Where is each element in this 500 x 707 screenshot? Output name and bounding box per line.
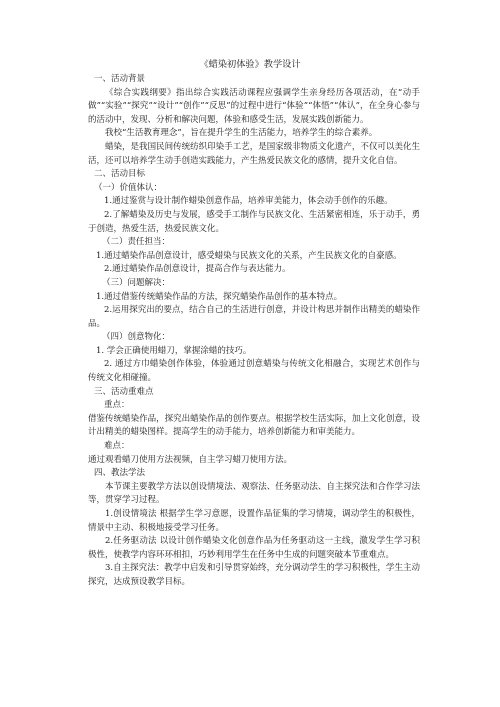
difficulty-text: 通过观看蜡刀使用方法视频，自主学习蜡刀使用方法。 [88, 454, 293, 465]
section-heading-objectives: 二、活动目标 [94, 169, 146, 180]
document-title: 《蜡染初体验》教学设计 [199, 59, 301, 70]
list-item: 2. 通过方巾蜡染创作体验，体验通过创意蜡染与传统文化相融合，实现艺术创作与传统文化相碰撞。 [88, 359, 420, 384]
key-point-text: 借鉴传统蜡染作品，探究出蜡染作品的创作要点。根据学校生活实际，加上文化创意，设计出精美的蜡染图样。提高学生的动手能力，培养创新能力和审美能力。 [88, 413, 420, 438]
difficulty-label: 难点： [104, 441, 130, 452]
subsection-heading: （四）创意物化： [102, 332, 171, 343]
paragraph: 我校“生活教育理念”，旨在提升学生的生活能力，培养学生的综合素养。 [105, 128, 378, 139]
key-point-label: 重点： [104, 400, 130, 411]
paragraph: 本节课主要教学方法以创设情境法、观察法、任务驱动法、自主探究法和合作学习法等，贯穿学习过程。 [88, 481, 420, 506]
subsection-heading: （三）问题解决： [102, 277, 171, 288]
list-item: 2.通过蜡染作品创意设计，提高合作与表达能力。 [104, 264, 291, 275]
paragraph: 3.自主探究法：教学中启发和引导贯穿始终，充分调动学生的学习积极性，学生主动探究，达成预设教学目标。 [88, 563, 420, 587]
section-heading-key-points: 三、活动重难点 [94, 386, 154, 397]
list-item: 1.通过鉴赏与设计制作蜡染创意作品，培养审美能力，体会动手创作的乐趣。 [104, 196, 393, 207]
paragraph: 《综合实践纲要》指出综合实践活动课程应强调学生亲身经历各项活动，在“动手做”“实验”“探究”“设计”“创作”“反思”的过程中进行“体验”“体悟”“体认”，在全身心参与的活动中，发现、分析和解决问题，体验和感受生活，发展实践创新能力。 [88, 87, 420, 125]
section-heading-methods: 四、教法学法 [94, 468, 146, 479]
list-item: 2.了解蜡染及历史与发展，感受手工制作与民族文化、生活紧密相连，乐于动手，勇于创造，热爱生活，热爱民族文化。 [88, 209, 420, 234]
list-item: 1. 学会正确使用蜡刀，掌握涂蜡的技巧。 [96, 345, 252, 356]
subsection-heading: （一）价值体认： [94, 182, 163, 193]
list-item: 2.运用探究出的要点，结合自己的生活进行创意，并设计构思并制作出精美的蜡染作品。 [88, 305, 420, 329]
document-body [88, 73, 420, 590]
list-item: 1.通过借鉴传统蜡染作品的方法，探究蜡染作品创作的基本特点。 [96, 291, 343, 302]
section-heading-background: 一、活动背景 [94, 74, 146, 84]
list-item: 1.通过蜡染作品创意设计，感受蜡染与民族文化的关系，产生民族文化的自豪感。 [96, 250, 402, 261]
subsection-heading: （二）责任担当： [102, 237, 171, 248]
paragraph: 蜡染，是我国民间传统纺织印染手工艺，是国家级非物质文化遗产，不仅可以美化生活，还可以培养学生动手创造实践能力，产生热爱民族文化的感情，提升文化自信。 [88, 141, 420, 166]
paragraph: 2.任务驱动法 以设计创作蜡染文化创意作品为任务驱动这一主线，激发学生学习积极性，使教学内容环环相扣，巧妙利用学生在任务中生成的问题突破本节重难点。 [88, 536, 420, 560]
paragraph: 1.创设情境法 根据学生学习意愿，设置作品征集的学习情境，调动学生的积极性，情景中主动、积极地接受学习任务。 [88, 509, 420, 533]
